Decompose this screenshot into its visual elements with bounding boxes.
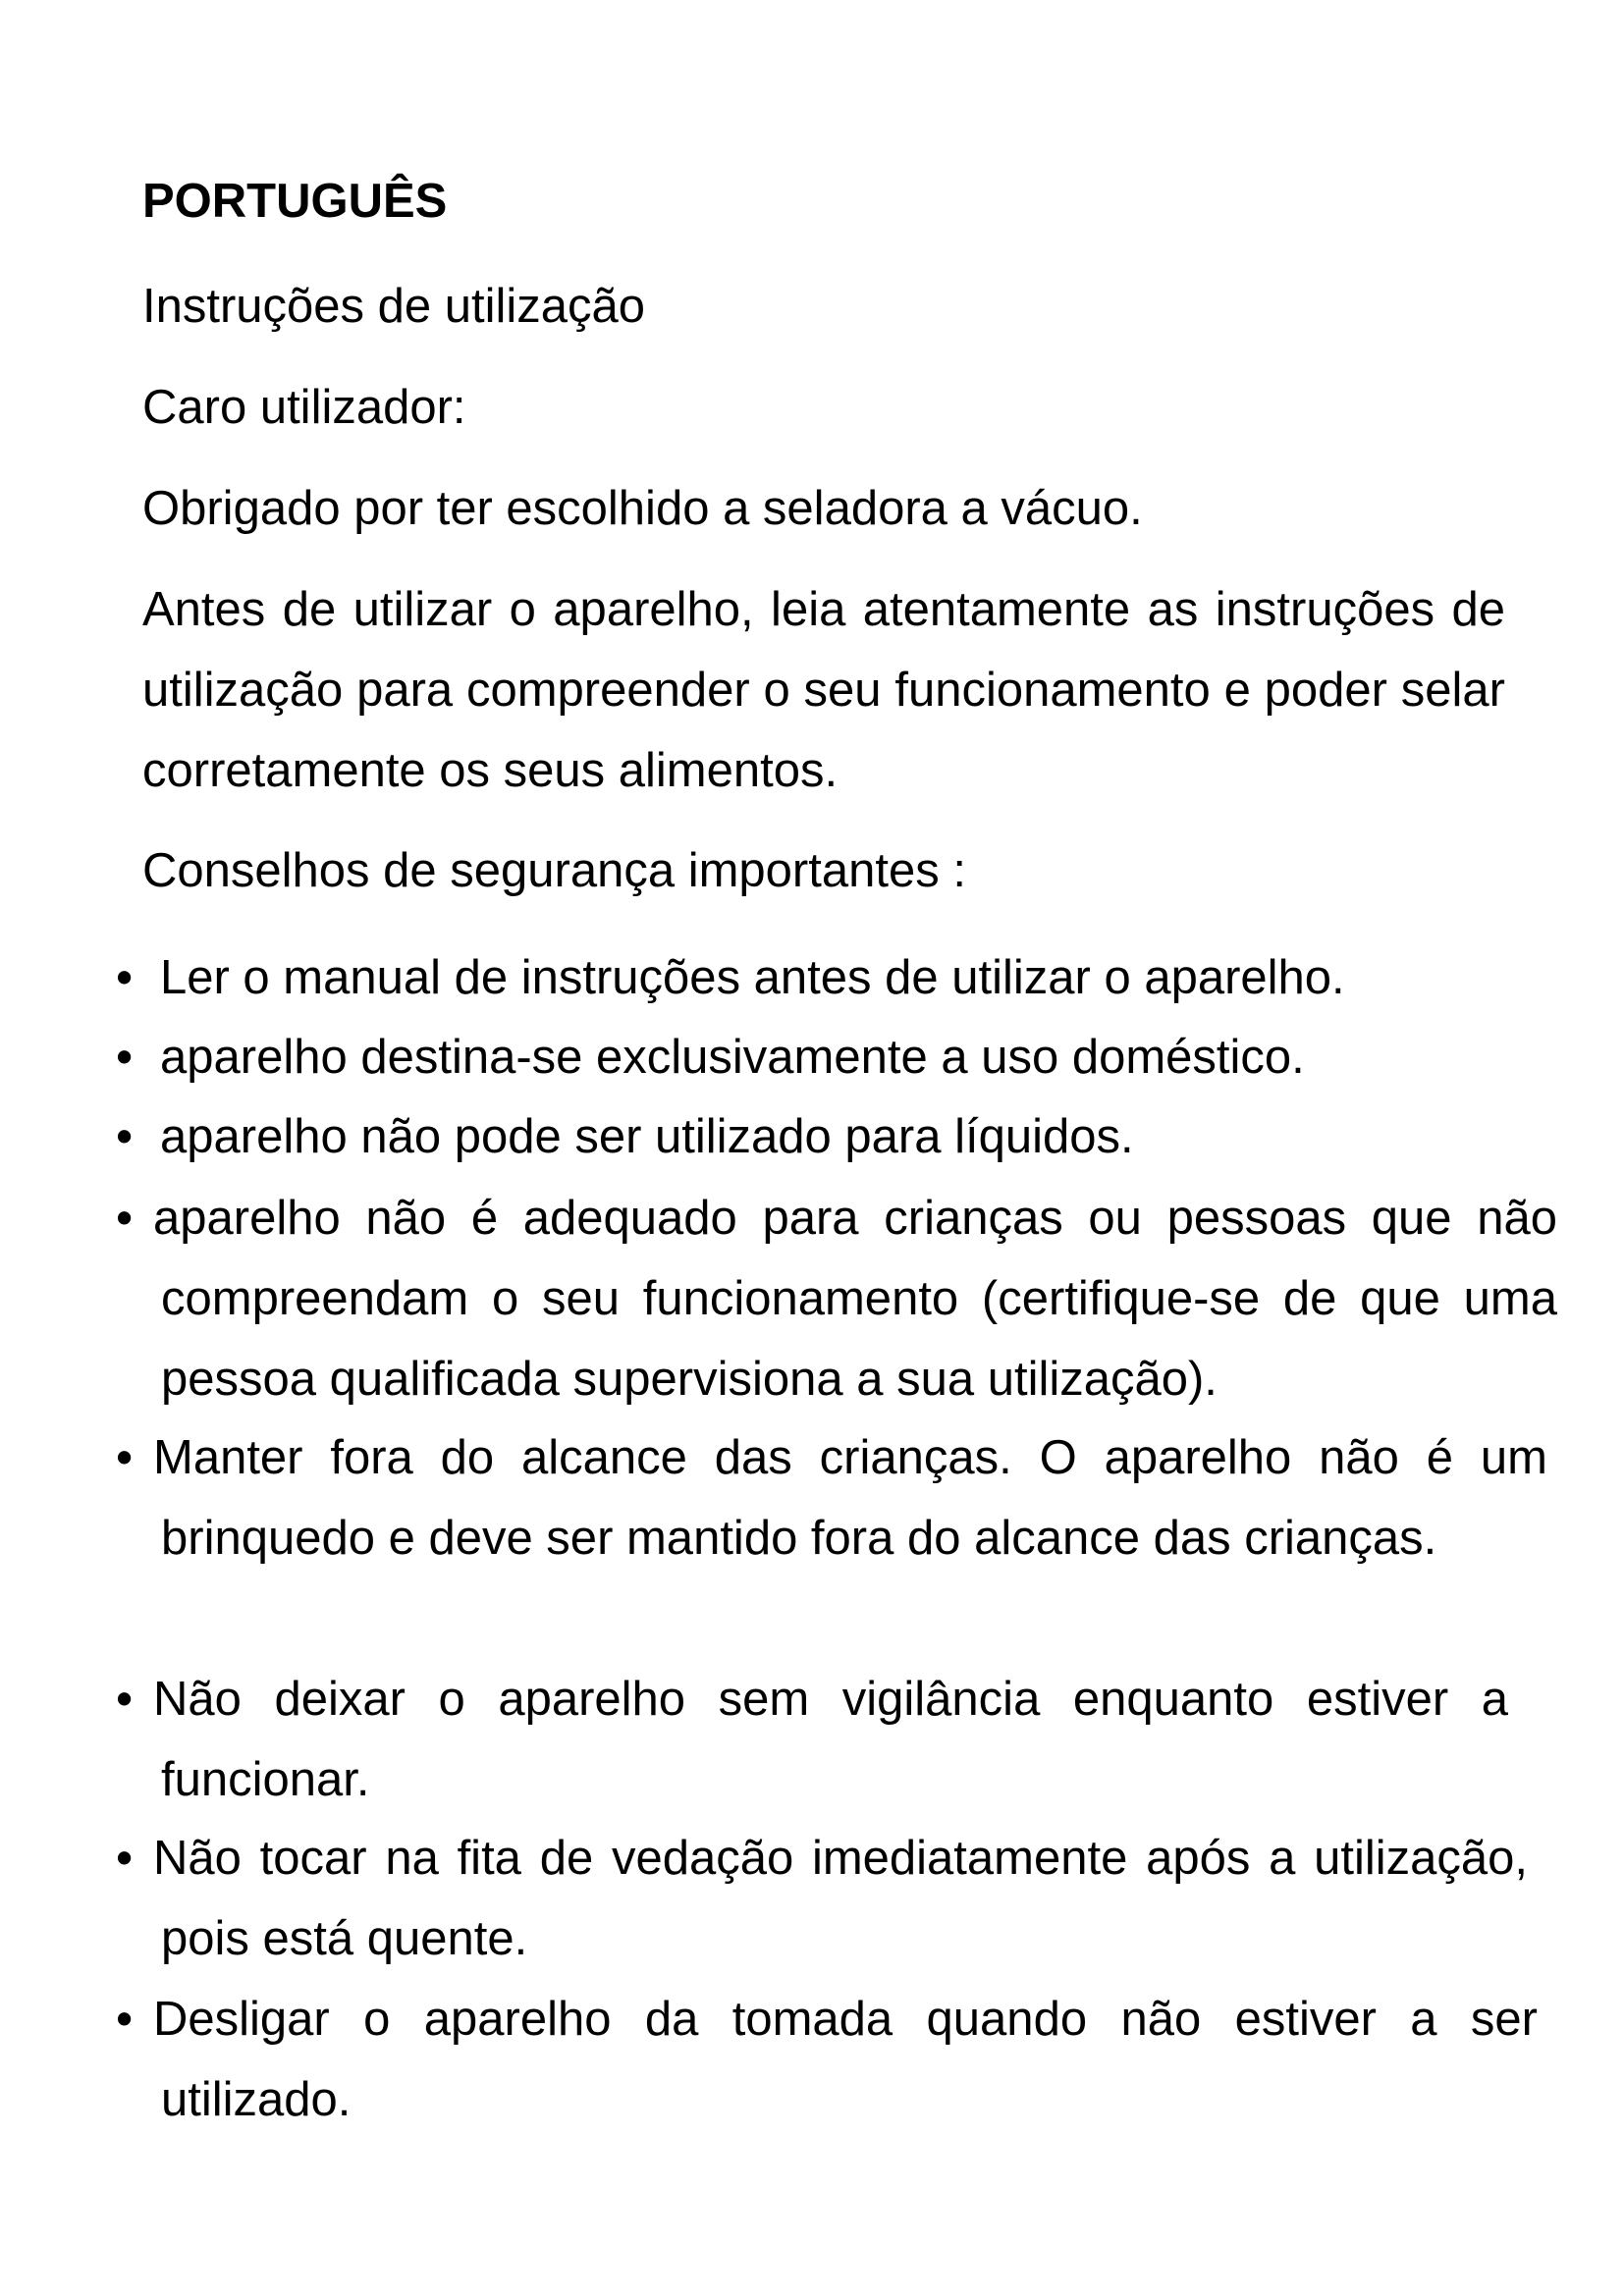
bullet-text — [153, 1818, 1528, 1979]
bullet-text — [153, 1979, 1538, 2140]
bullet-text: aparelho destina-se exclusivamente a uso doméstico. — [160, 1031, 1305, 1084]
bullet-icon: • — [116, 1031, 134, 1084]
bullet-text — [153, 1417, 1547, 1578]
bullet-text-body: Não tocar na fita de vedação imediatamente após a utilização, pois está quente. — [153, 1832, 1528, 1965]
bullet-text-body: Manter fora do alcance das crianças. O aparelho não é um brinquedo e deve ser mantido fora do alcance das crianças. — [153, 1431, 1547, 1565]
thanks-text: Obrigado por ter escolhido a seladora a vácuo. — [142, 482, 1143, 535]
instructions-subtitle: Instruções de utilização — [142, 280, 646, 333]
bullet-icon: • — [116, 1192, 134, 1245]
bullet-icon: • — [116, 951, 134, 1004]
bullet-text-body: Não deixar o aparelho sem vigilância enquanto estiver a funcionar. — [153, 1673, 1508, 1806]
bullet-text-body: Desligar o aparelho da tomada quando não estiver a ser utilizado. — [153, 1993, 1538, 2126]
bullet-text: aparelho não pode ser utilizado para líquidos. — [160, 1110, 1134, 1163]
bullet-icon: • — [116, 1993, 134, 2046]
greeting-text: Caro utilizador: — [142, 381, 466, 434]
bullet-text-body: aparelho não é adequado para crianças ou pessoas que não compreendam o seu funcionamento (certifique-se de que uma pessoa qualificada supervisiona a sua utilização). — [153, 1192, 1557, 1406]
bullet-text: Ler o manual de instruções antes de utilizar o aparelho. — [160, 951, 1345, 1004]
bullet-icon: • — [116, 1832, 134, 1885]
bullet-text — [153, 1659, 1508, 1820]
bullet-icon: • — [116, 1110, 134, 1163]
safety-heading: Conselhos de segurança importantes : — [142, 844, 966, 897]
page-title: PORTUGUÊS — [142, 175, 448, 228]
bullet-icon: • — [116, 1673, 134, 1726]
bullet-text — [153, 1178, 1557, 1419]
intro-paragraph: Antes de utilizar o aparelho, leia atentamente as instruções de utilização para compreender o seu funcionamento e poder selar corretamente os seus alimentos. — [142, 583, 1505, 797]
bullet-icon: • — [116, 1431, 134, 1484]
